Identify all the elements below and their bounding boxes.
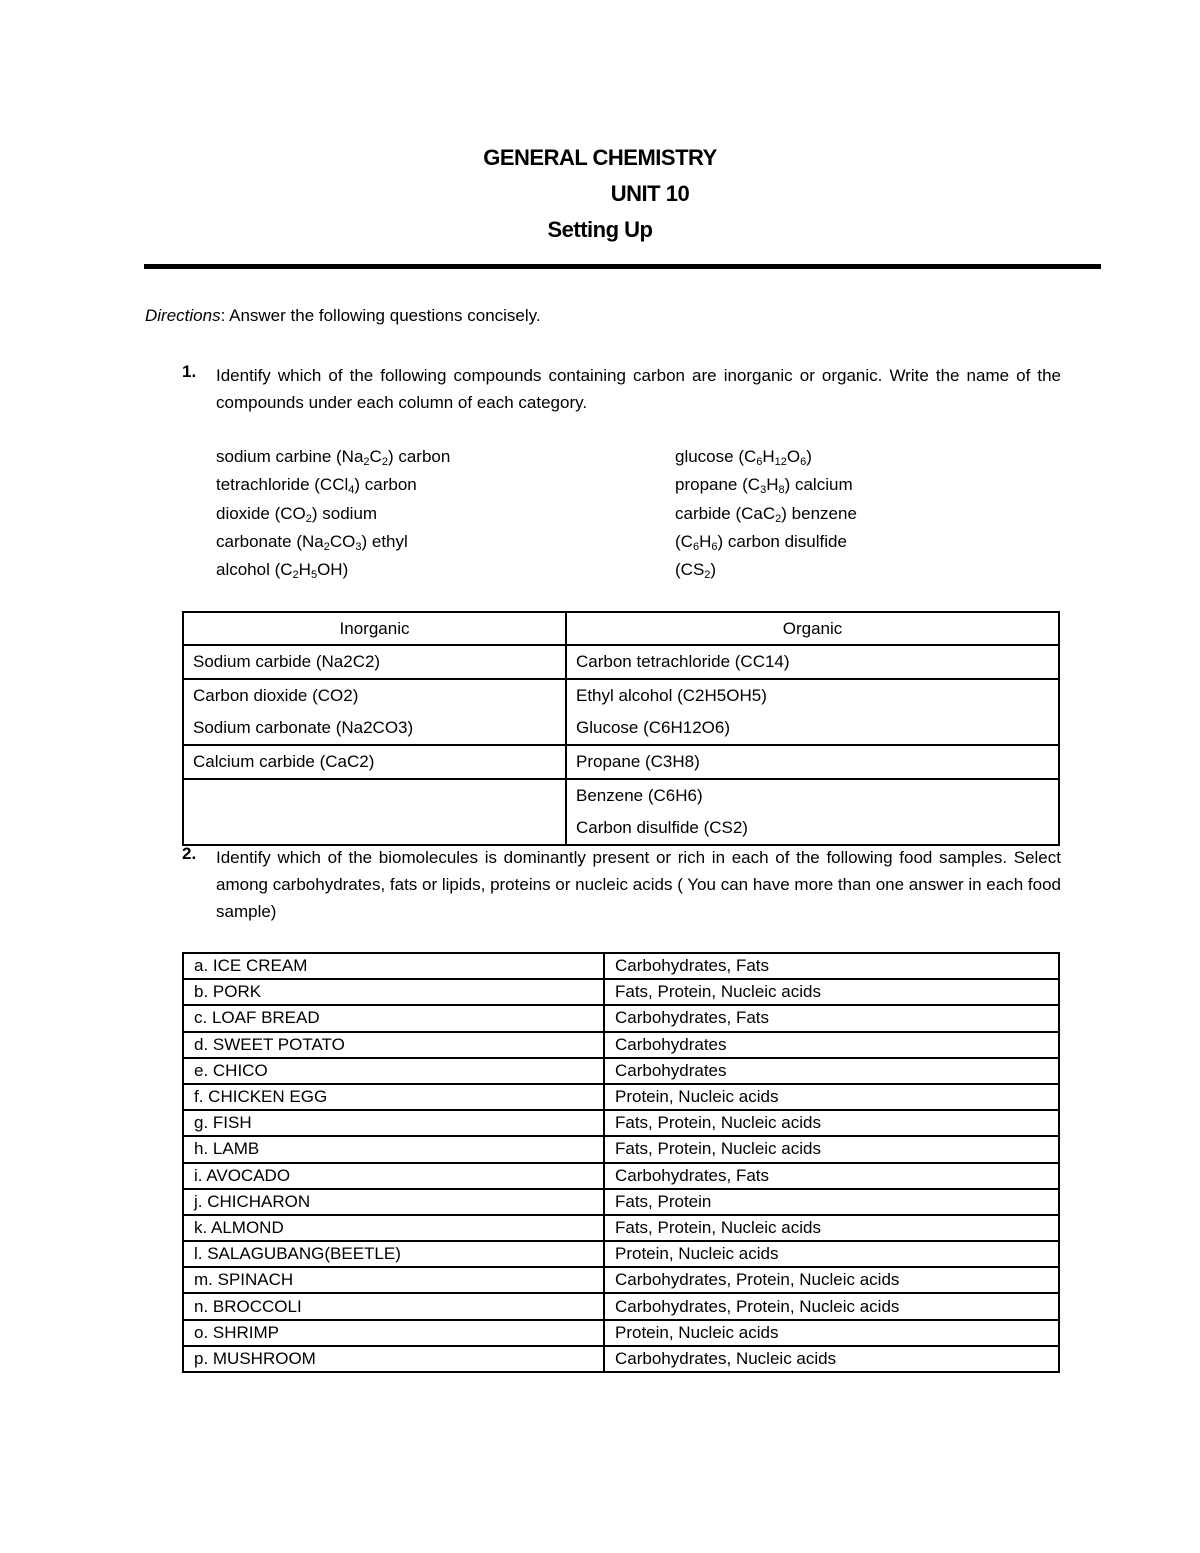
page-title: GENERAL CHEMISTRY (483, 145, 717, 170)
compound-line: tetrachloride (CCl$_4$) carbon (216, 475, 417, 497)
biomolecule-answer: Carbohydrates, Fats (604, 1163, 1059, 1189)
inorganic-cell (183, 745, 566, 779)
inorganic-compound: Sodium carbonate (Na2CO3) (193, 718, 414, 737)
food-sample: d. SWEET POTATO (183, 1032, 604, 1058)
biomolecule-answer: Carbohydrates, Protein, Nucleic acids (604, 1293, 1059, 1319)
question-1-text: Identify which of the following compounds containing carbon are inorganic or organic. Write the name of the compounds under each column of each category. (216, 366, 1061, 412)
compound-line: carbide (CaC$_2$) benzene (675, 503, 857, 525)
biomolecule-answer: Fats, Protein, Nucleic acids (604, 1215, 1059, 1241)
unit-label: UNIT 10 (610, 181, 690, 206)
food-sample: k. ALMOND (183, 1215, 604, 1241)
compound-line: propane $(C_3H_8)$ calcium (675, 475, 853, 497)
compound-list-right (675, 443, 857, 584)
inorganic-compound (193, 812, 556, 844)
food-row (183, 1058, 1059, 1084)
classification-row (183, 645, 1059, 679)
food-sample: f. CHICKEN EGG (183, 1084, 604, 1110)
organic-cell (566, 679, 1059, 745)
biomolecule-answer: Carbohydrates, Fats (604, 1005, 1059, 1031)
food-row (183, 1136, 1059, 1162)
food-sample: i. AVOCADO (183, 1163, 604, 1189)
biomolecule-answer: Carbohydrates (604, 1032, 1059, 1058)
biomolecule-answer: Carbohydrates (604, 1058, 1059, 1084)
food-row (183, 1084, 1059, 1110)
food-sample: n. BROCCOLI (183, 1293, 604, 1319)
organic-compound: Benzene (C6H6) (576, 786, 703, 805)
directions (145, 306, 541, 326)
page-subtitle: Setting Up (547, 217, 653, 242)
inorganic-compound: Sodium carbide (Na2C2) (193, 652, 381, 671)
header-organic: Organic (566, 612, 1059, 645)
compound-line: carbonate $(Na_2CO_3)$ ethyl (216, 531, 408, 553)
food-row (183, 1005, 1059, 1031)
inorganic-cell (183, 779, 566, 845)
inorganic-cell (183, 679, 566, 745)
biomolecule-answer: Carbohydrates, Protein, Nucleic acids (604, 1267, 1059, 1293)
organic-cell (566, 779, 1059, 845)
food-sample: l. SALAGUBANG(BEETLE) (183, 1241, 604, 1267)
inorganic-compound: Calcium carbide (CaC2) (193, 752, 375, 771)
question-2-number: 2. (182, 844, 197, 863)
food-row (183, 1032, 1059, 1058)
question-1-number: 1. (182, 362, 197, 381)
classification-row (183, 745, 1059, 779)
food-row (183, 979, 1059, 1005)
food-sample: m. SPINACH (183, 1267, 604, 1293)
organic-cell (566, 745, 1059, 779)
biomolecule-answer: Fats, Protein, Nucleic acids (604, 1110, 1059, 1136)
food-sample: b. PORK (183, 979, 604, 1005)
biomolecule-answer: Fats, Protein, Nucleic acids (604, 1136, 1059, 1162)
food-row (183, 1241, 1059, 1267)
classification-header-row (183, 612, 1059, 645)
classification-row (183, 679, 1059, 745)
organic-compound: Carbon tetrachloride (CC14) (576, 652, 790, 671)
classification-table (182, 611, 1060, 846)
biomolecule-answer: Fats, Protein, Nucleic acids (604, 979, 1059, 1005)
biomolecule-answer: Fats, Protein (604, 1189, 1059, 1215)
organic-compound: Carbon disulfide (CS2) (576, 818, 748, 837)
compound-line: $(CS_2)$ (675, 560, 717, 582)
inorganic-compound: Carbon dioxide (CO2) (193, 686, 359, 705)
compound-line: $(C_6H_6)$ carbon disulfide (675, 531, 847, 553)
compound-line: glucose $(C_6H_{12}O_6)$ (675, 447, 812, 468)
food-sample: h. LAMB (183, 1136, 604, 1162)
food-row (183, 1320, 1059, 1346)
food-table (182, 952, 1060, 1373)
food-row (183, 1110, 1059, 1136)
question-2-text: Identify which of the biomolecules is dominantly present or rich in each of the following food samples. Select among carbohydrates, fats or lipids, proteins or nucleic acids ( You can have more than one answer in each food sample) (216, 848, 1061, 921)
food-sample: e. CHICO (183, 1058, 604, 1084)
food-sample: p. MUSHROOM (183, 1346, 604, 1372)
food-row (183, 1346, 1059, 1372)
biomolecule-answer: Protein, Nucleic acids (604, 1241, 1059, 1267)
food-sample: g. FISH (183, 1110, 604, 1136)
food-sample: j. CHICHARON (183, 1189, 604, 1215)
food-row (183, 953, 1059, 979)
biomolecule-answer: Protein, Nucleic acids (604, 1320, 1059, 1346)
header-divider (144, 264, 1101, 269)
compound-line: sodium carbine $(Na_2C_2)$ carbon (216, 447, 451, 468)
food-sample: o. SHRIMP (183, 1320, 604, 1346)
organic-compound: Ethyl alcohol (C2H5OH5) (576, 686, 767, 705)
food-row (183, 1189, 1059, 1215)
inorganic-cell (183, 645, 566, 679)
header-inorganic: Inorganic (183, 612, 566, 645)
classification-row (183, 779, 1059, 845)
organic-compound: Propane (C3H8) (576, 752, 700, 771)
food-row (183, 1267, 1059, 1293)
organic-compound: Glucose (C6H12O6) (576, 718, 731, 737)
food-row (183, 1163, 1059, 1189)
directions-text: : Answer the following questions concisely. (220, 306, 541, 325)
biomolecule-answer: Carbohydrates, Nucleic acids (604, 1346, 1059, 1372)
compound-line: alcohol $(C_2H_5OH)$ (216, 560, 349, 582)
food-row (183, 1293, 1059, 1319)
biomolecule-answer: Protein, Nucleic acids (604, 1084, 1059, 1110)
organic-cell (566, 645, 1059, 679)
biomolecule-answer: Carbohydrates, Fats (604, 953, 1059, 979)
inorganic-compound (193, 780, 556, 812)
compound-line: dioxide $(CO_2)$ sodium (216, 503, 378, 525)
compound-list-left (216, 443, 450, 584)
directions-label: Directions (145, 306, 221, 325)
food-sample: a. ICE CREAM (183, 953, 604, 979)
food-sample: c. LOAF BREAD (183, 1005, 604, 1031)
food-row (183, 1215, 1059, 1241)
